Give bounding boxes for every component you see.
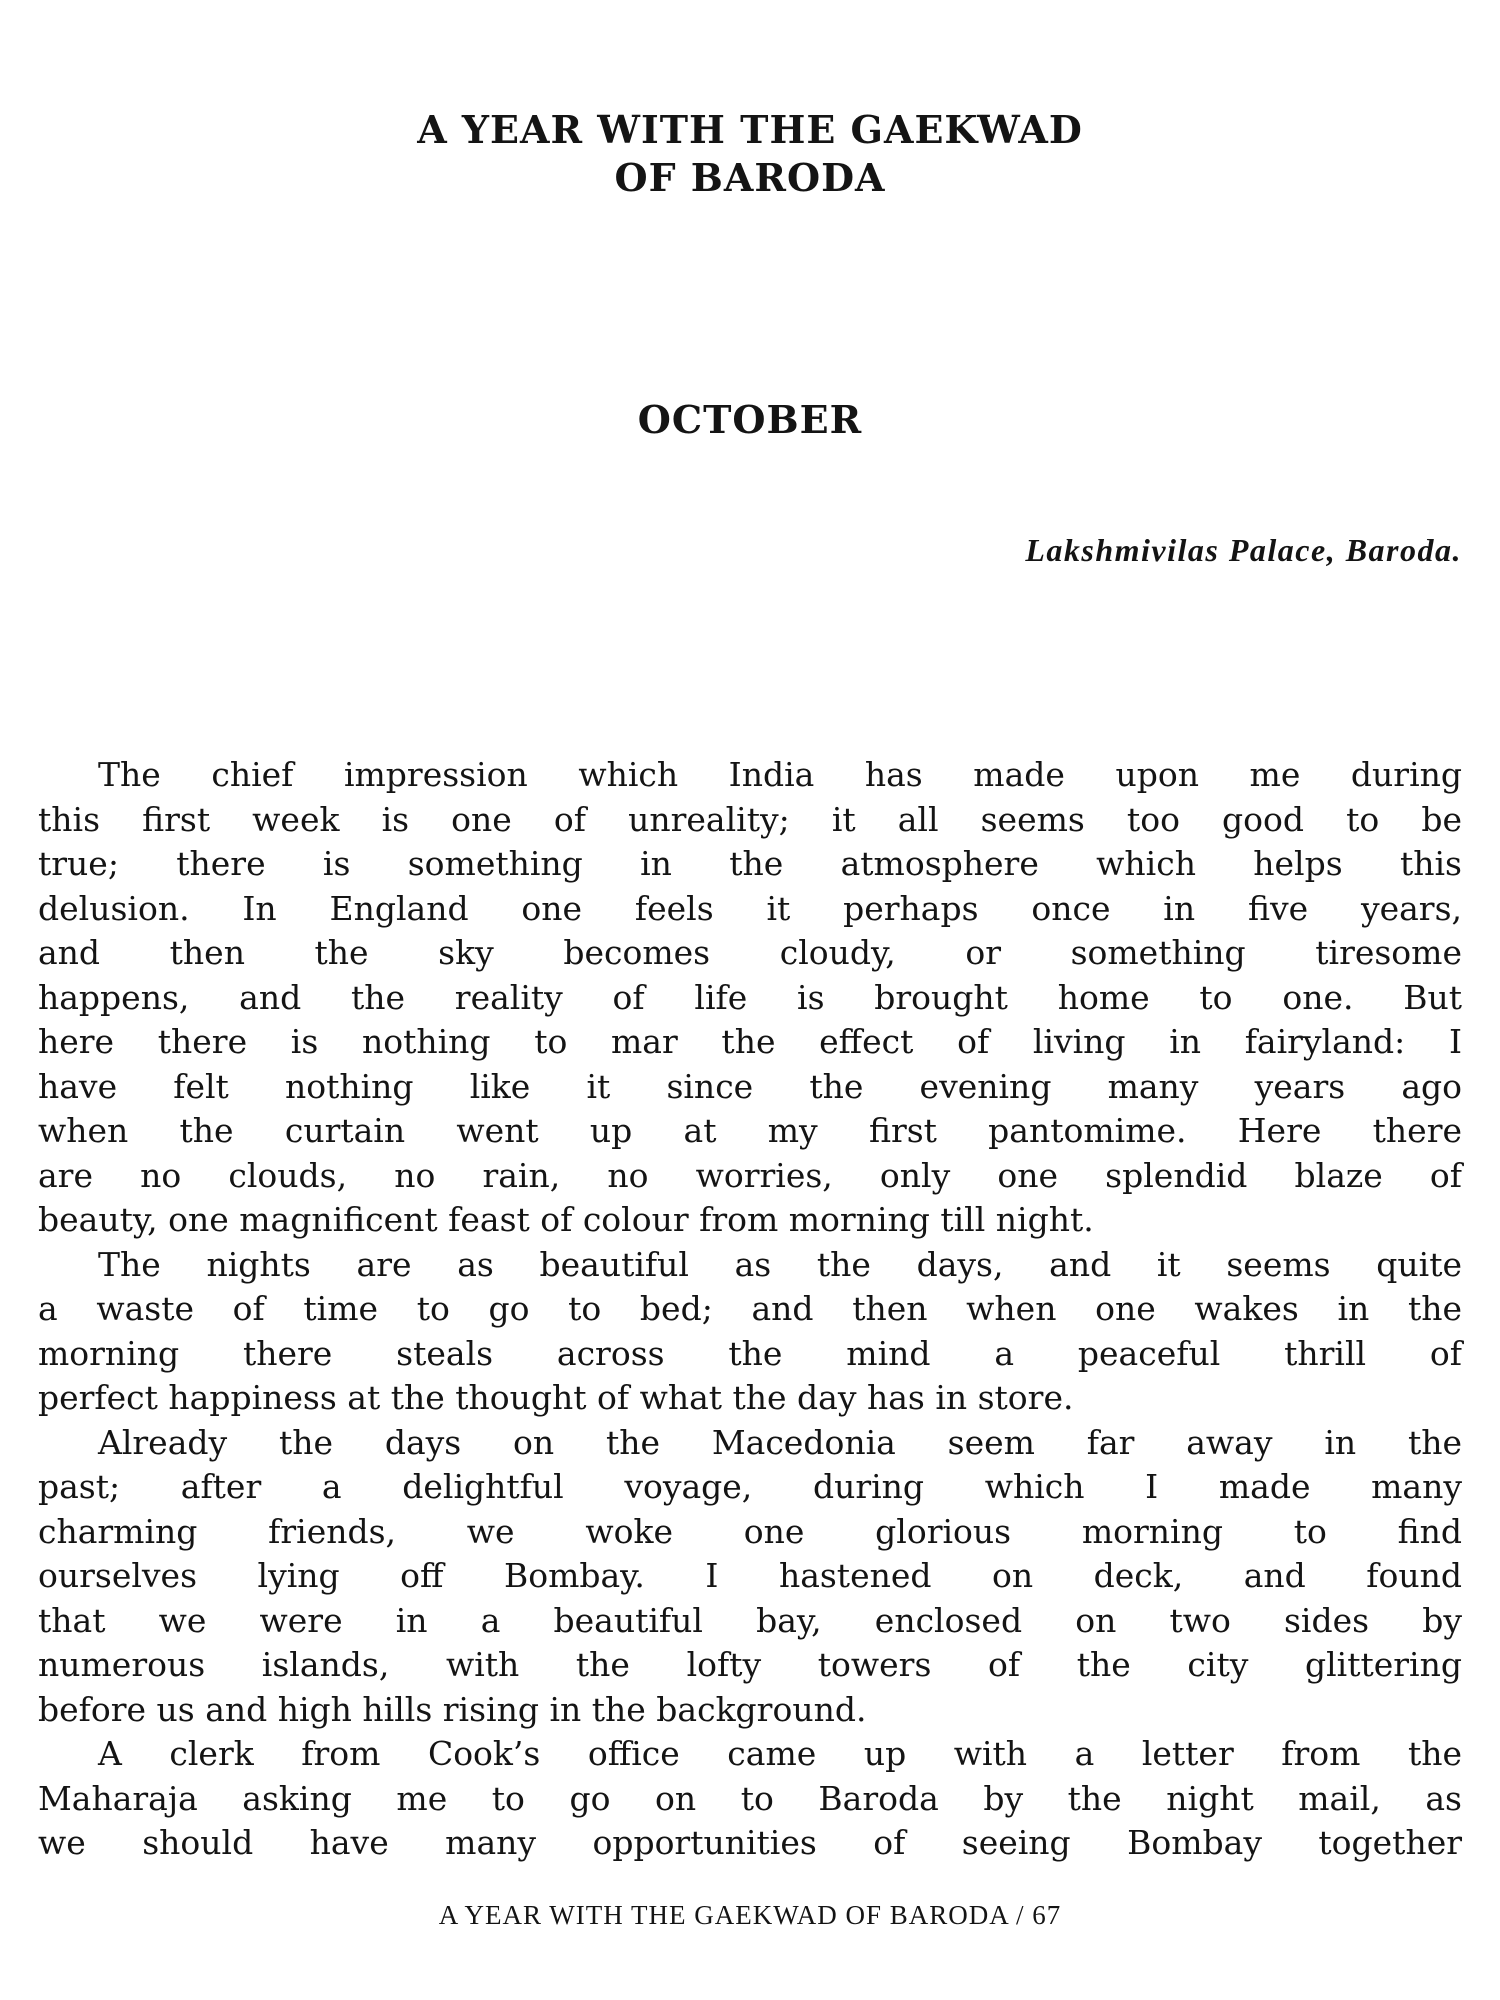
text-line: Already the days on the Macedonia seem far away in the (98, 1422, 1462, 1462)
text-line: and then the sky becomes cloudy, or something tiresome (38, 933, 1462, 972)
text-line: The chief impression which India has made upon me during (98, 755, 1462, 794)
text-line: numerous islands, with the lofty towers of the city glittering (38, 1645, 1462, 1684)
text-line: delusion. In England one feels it perhaps once in five years, (38, 888, 1462, 928)
text-line: ourselves lying off Bombay. I hastened on deck, and found (38, 1556, 1462, 1595)
text-line: morning there steals across the mind a peaceful thrill of (38, 1333, 1462, 1373)
text-line: past; after a delightful voyage, during which I made many (38, 1467, 1462, 1506)
text-line: when the curtain went up at my first pantomime. Here there (38, 1111, 1462, 1150)
text-line: are no clouds, no rain, no worries, only one splendid blaze of (38, 1155, 1462, 1195)
text-line: perfect happiness at the thought of what the day has in store. (38, 1378, 1074, 1417)
text-line: that we were in a beautiful bay, enclosed on two sides by (38, 1600, 1462, 1640)
dateline: Lakshmivilas Palace, Baroda. (1025, 532, 1462, 568)
text-line: A clerk from Cook’s office came up with a letter from the (98, 1734, 1462, 1773)
text-line: beauty, one magnificent feast of colour from morning till night. (38, 1200, 1094, 1239)
text-line: true; there is something in the atmosphere which helps this (38, 844, 1462, 883)
book-title-line-1: A YEAR WITH THE GAEKWAD (417, 107, 1083, 152)
text-line: The nights are as beautiful as the days, and it seems quite (98, 1244, 1462, 1284)
chapter-heading: OCTOBER (637, 397, 863, 442)
body-text (38, 753, 1462, 1866)
text-line: happens, and the reality of life is brought home to one. But (38, 977, 1462, 1017)
text-line: charming friends, we woke one glorious morning to find (38, 1511, 1462, 1551)
running-footer: A YEAR WITH THE GAEKWAD OF BARODA / 67 (438, 1900, 1062, 1930)
text-line: a waste of time to go to bed; and then when one wakes in the (38, 1289, 1462, 1328)
text-line: before us and high hills rising in the background. (38, 1689, 867, 1729)
text-line: here there is nothing to mar the effect of living in fairyland: I (38, 1022, 1462, 1061)
book-title (0, 106, 1500, 202)
text-line: this first week is one of unreality; it all seems too good to be (38, 799, 1462, 839)
book-title-line-2: OF BARODA (614, 155, 886, 200)
text-line: have felt nothing like it since the evening many years ago (38, 1066, 1462, 1106)
text-line: Maharaja asking me to go on to Baroda by the night mail, as (38, 1778, 1462, 1818)
text-line: we should have many opportunities of seeing Bombay together (38, 1823, 1462, 1862)
